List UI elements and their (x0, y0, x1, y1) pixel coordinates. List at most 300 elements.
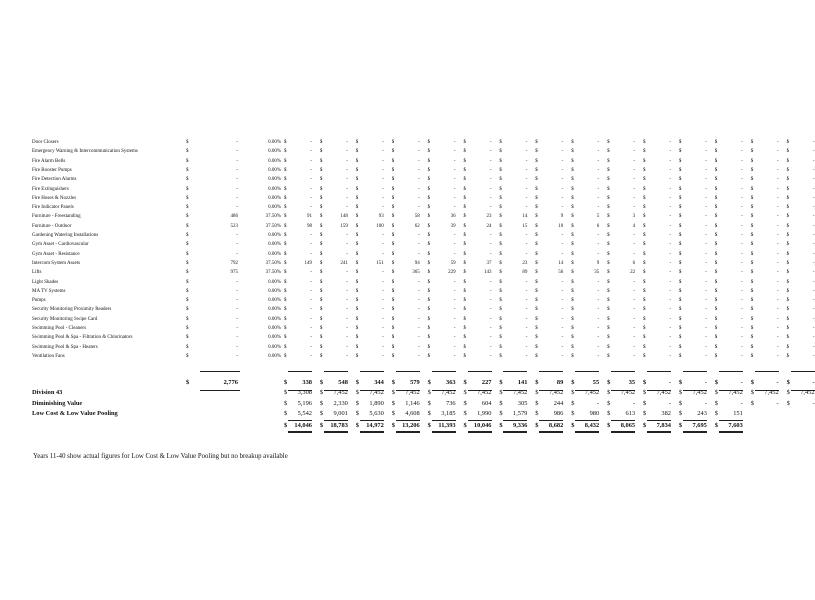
currency-sign: $ (391, 279, 395, 285)
currency-sign: $ (186, 288, 189, 294)
year-value: - (777, 279, 779, 285)
currency-sign: $ (391, 158, 395, 164)
depreciation-rate: 0.00% (268, 298, 281, 304)
year-value: - (418, 288, 420, 294)
currency-sign: $ (391, 326, 395, 331)
currency-sign: $ (499, 251, 502, 257)
currency-sign: $ (499, 270, 502, 276)
year-value: - (525, 353, 528, 359)
currency-sign: $ (355, 316, 359, 322)
asset-name: Fire Alarm Bells (32, 158, 66, 164)
currency-sign: $ (714, 279, 718, 285)
year-value: - (489, 140, 492, 145)
year-value: - (310, 307, 312, 313)
year-value: - (633, 279, 636, 285)
summary-row (0, 409, 800, 419)
rule-line (719, 371, 743, 372)
year-value: - (310, 288, 312, 294)
currency-sign: $ (571, 260, 574, 266)
year-value: - (310, 251, 312, 257)
year-value: - (669, 177, 671, 183)
currency-sign: $ (186, 177, 189, 183)
currency-sign: $ (427, 344, 431, 350)
year-value: - (812, 279, 815, 285)
currency-sign: $ (678, 344, 682, 350)
year-value: - (597, 298, 600, 304)
currency-sign: $ (319, 421, 324, 429)
year-value: - (777, 326, 779, 331)
year-value: - (633, 242, 636, 248)
currency-sign: $ (607, 251, 610, 257)
currency-sign: $ (319, 389, 324, 396)
currency-sign: $ (571, 326, 574, 331)
currency-sign: $ (535, 421, 539, 429)
currency-sign: $ (607, 158, 610, 164)
depreciation-rate: 37.50% (265, 270, 281, 276)
currency-sign: $ (643, 379, 647, 387)
year-value: - (776, 379, 779, 387)
year-value: 7,452 (513, 389, 528, 396)
year-value: - (453, 307, 456, 313)
year-value: - (777, 242, 779, 248)
year-value: - (346, 288, 348, 294)
currency-sign: $ (355, 389, 359, 396)
asset-cost: - (236, 167, 238, 173)
currency-sign: $ (319, 167, 323, 173)
year-value: - (741, 233, 743, 238)
currency-sign: $ (355, 140, 359, 145)
year-value: 151 (733, 410, 743, 417)
year-value: 363 (446, 379, 456, 387)
currency-sign: $ (391, 195, 395, 201)
year-value: - (346, 167, 348, 173)
currency-sign: $ (535, 242, 538, 248)
year-value: - (668, 379, 671, 387)
year-value: 59 (450, 260, 456, 266)
year-value: - (489, 335, 492, 341)
currency-sign: $ (463, 260, 466, 266)
currency-sign: $ (284, 149, 287, 155)
currency-sign: $ (319, 326, 323, 331)
year-value: - (741, 205, 743, 211)
currency-sign: $ (391, 335, 395, 341)
year-value: - (812, 326, 815, 331)
currency-sign: $ (571, 399, 575, 407)
year-value: - (812, 399, 815, 407)
currency-sign: $ (571, 233, 574, 238)
year-value: - (382, 167, 384, 173)
currency-sign: $ (571, 149, 574, 155)
year-value: - (453, 195, 456, 201)
year-value: - (310, 205, 312, 211)
currency-sign: $ (678, 379, 683, 387)
currency-sign: $ (186, 316, 189, 322)
currency-sign: $ (355, 167, 359, 173)
currency-sign: $ (535, 186, 538, 192)
year-value: - (310, 298, 312, 304)
year-value: - (669, 326, 671, 331)
currency-sign: $ (355, 223, 359, 229)
currency-sign: $ (463, 316, 466, 322)
currency-sign: $ (607, 233, 610, 238)
currency-sign: $ (391, 421, 395, 429)
currency-sign: $ (643, 316, 646, 322)
year-value: - (777, 195, 779, 201)
year-value: 141 (517, 379, 528, 387)
year-value: 7,452 (692, 389, 707, 396)
asset-name: Ventilation Fans (32, 353, 65, 359)
year-value: - (812, 307, 815, 313)
currency-sign: $ (319, 251, 323, 257)
currency-sign: $ (355, 177, 359, 183)
asset-name: Gym Asset - Resistance (32, 251, 80, 257)
year-value: - (741, 335, 743, 341)
currency-sign: $ (714, 140, 718, 145)
year-value: 365 (412, 270, 420, 276)
currency-sign: $ (643, 399, 647, 407)
currency-sign: $ (643, 242, 646, 248)
currency-sign: $ (391, 399, 395, 407)
year-value: - (633, 186, 636, 192)
currency-sign: $ (499, 167, 502, 173)
currency-sign: $ (284, 410, 288, 417)
year-value: 7,452 (477, 389, 492, 396)
currency-sign: $ (607, 177, 610, 183)
year-value: - (705, 251, 707, 257)
currency-sign: $ (643, 298, 646, 304)
currency-sign: $ (714, 399, 718, 407)
currency-sign: $ (284, 279, 287, 285)
year-value: - (453, 242, 456, 248)
year-value: - (741, 167, 743, 173)
year-value: - (561, 158, 564, 164)
currency-sign: $ (427, 233, 431, 238)
currency-sign: $ (284, 326, 287, 331)
currency-sign: $ (571, 344, 574, 350)
year-value: - (632, 399, 636, 407)
year-value: - (525, 177, 528, 183)
currency-sign: $ (714, 177, 718, 183)
year-value: - (705, 186, 707, 192)
currency-sign: $ (427, 158, 431, 164)
year-value: - (346, 177, 348, 183)
year-value: - (669, 242, 671, 248)
currency-sign: $ (463, 335, 466, 341)
year-value: - (741, 260, 743, 266)
depreciation-rate: 0.00% (268, 158, 281, 164)
year-value: - (741, 279, 743, 285)
currency-sign: $ (750, 353, 754, 359)
currency-sign: $ (786, 167, 790, 173)
year-value: - (741, 140, 743, 145)
year-value: - (382, 298, 384, 304)
year-value: - (418, 344, 420, 350)
year-value: - (741, 344, 743, 350)
year-value: - (525, 158, 528, 164)
rule-line (360, 371, 384, 372)
currency-sign: $ (284, 233, 287, 238)
currency-sign: $ (678, 214, 682, 220)
currency-sign: $ (750, 344, 754, 350)
currency-sign: $ (284, 421, 288, 429)
currency-sign: $ (535, 251, 538, 257)
currency-sign: $ (355, 149, 359, 155)
currency-sign: $ (499, 353, 502, 359)
currency-sign: $ (678, 158, 682, 164)
currency-sign: $ (463, 389, 467, 396)
asset-name: Fire Indicator Panels (32, 205, 74, 211)
currency-sign: $ (750, 167, 754, 173)
year-value: - (705, 149, 707, 155)
year-value: - (669, 279, 671, 285)
year-value: - (561, 140, 564, 145)
year-value: - (418, 140, 420, 145)
currency-sign: $ (427, 399, 431, 407)
currency-sign: $ (391, 288, 395, 294)
currency-sign: $ (714, 214, 718, 220)
currency-sign: $ (186, 167, 189, 173)
rule-line (468, 432, 492, 433)
currency-sign: $ (186, 214, 189, 220)
currency-sign: $ (284, 251, 287, 257)
currency-sign: $ (463, 149, 466, 155)
year-value: - (777, 288, 779, 294)
year-value: - (310, 326, 312, 331)
asset-name: Security Monitoring Proximity Readers (32, 307, 112, 313)
currency-sign: $ (607, 223, 610, 229)
year-value: - (669, 140, 671, 145)
year-value: - (346, 140, 348, 145)
year-value: - (705, 260, 707, 266)
asset-name: Swimming Pool & Spa - Heaters (32, 344, 98, 350)
year-value: - (453, 298, 456, 304)
year-value: - (633, 335, 636, 341)
year-value: - (525, 149, 528, 155)
year-value: - (418, 353, 420, 359)
year-value: - (561, 177, 564, 183)
currency-sign: $ (750, 140, 754, 145)
currency-sign: $ (463, 270, 466, 276)
currency-sign: $ (391, 242, 395, 248)
currency-sign: $ (355, 251, 359, 257)
currency-sign: $ (643, 389, 647, 396)
currency-sign: $ (463, 298, 466, 304)
currency-sign: $ (319, 205, 323, 211)
currency-sign: $ (427, 223, 431, 229)
currency-sign: $ (391, 270, 395, 276)
year-value: - (669, 298, 671, 304)
currency-sign: $ (284, 288, 287, 294)
rule-line (200, 371, 240, 372)
year-value: - (310, 353, 312, 359)
year-value: - (489, 316, 492, 322)
year-value: - (418, 326, 420, 331)
currency-sign: $ (499, 195, 502, 201)
currency-sign: $ (678, 410, 683, 417)
asset-cost: - (236, 316, 238, 322)
currency-sign: $ (571, 205, 574, 211)
year-value: 98 (307, 223, 312, 229)
currency-sign: $ (355, 242, 359, 248)
currency-sign: $ (714, 353, 718, 359)
year-value: - (705, 167, 707, 173)
year-value: - (561, 149, 564, 155)
year-value: - (489, 177, 492, 183)
year-value: - (453, 177, 456, 183)
currency-sign: $ (391, 344, 395, 350)
currency-sign: $ (499, 307, 502, 313)
year-value: - (561, 167, 564, 173)
year-value: - (346, 158, 348, 164)
currency-sign: $ (607, 307, 610, 313)
rule-line (575, 371, 599, 372)
asset-name: Fire Booster Pumps (32, 167, 72, 173)
currency-sign: $ (535, 335, 538, 341)
currency-sign: $ (186, 233, 189, 238)
currency-sign: $ (463, 399, 467, 407)
asset-total-row (0, 378, 815, 388)
year-value: - (453, 140, 456, 145)
currency-sign: $ (463, 205, 466, 211)
year-value: 151 (376, 260, 384, 266)
year-value: - (705, 242, 707, 248)
year-value: - (705, 195, 707, 201)
currency-sign: $ (607, 316, 610, 322)
currency-sign: $ (319, 233, 323, 238)
year-value: - (561, 307, 564, 313)
year-value: - (561, 353, 564, 359)
rule-line (432, 432, 456, 433)
year-value: - (418, 158, 420, 164)
year-value: - (561, 316, 564, 322)
asset-name: Pumps (32, 298, 46, 304)
asset-cost: - (236, 140, 238, 145)
year-value: - (812, 195, 815, 201)
year-value: - (741, 326, 743, 331)
year-value: - (812, 298, 815, 304)
year-value: - (705, 140, 707, 145)
currency-sign: $ (391, 298, 395, 304)
currency-sign: $ (535, 379, 539, 387)
year-value: - (597, 344, 600, 350)
year-value: - (489, 344, 492, 350)
asset-name: Furniture - Freestanding (32, 214, 81, 220)
year-value: 3 (632, 214, 636, 220)
year-value: 159 (340, 223, 348, 229)
currency-sign: $ (607, 260, 610, 266)
currency-sign: $ (571, 279, 574, 285)
currency-sign: $ (427, 421, 431, 429)
currency-sign: $ (750, 389, 754, 396)
currency-sign: $ (535, 288, 538, 294)
year-value: 89 (556, 379, 564, 387)
currency-sign: $ (607, 344, 610, 350)
currency-sign: $ (678, 316, 682, 322)
year-value: - (382, 205, 384, 211)
year-value: - (705, 344, 707, 350)
year-value: - (633, 251, 636, 257)
currency-sign: $ (284, 344, 287, 350)
year-value: - (705, 288, 707, 294)
currency-sign: $ (714, 389, 718, 396)
currency-sign: $ (319, 307, 323, 313)
currency-sign: $ (786, 298, 790, 304)
currency-sign: $ (678, 298, 682, 304)
depreciation-rate: 0.00% (268, 242, 281, 248)
year-value: - (740, 379, 743, 387)
year-value: - (705, 279, 707, 285)
year-value: 9 (596, 260, 600, 266)
currency-sign: $ (427, 279, 431, 285)
year-value: - (597, 307, 600, 313)
year-value: - (525, 335, 528, 341)
currency-sign: $ (678, 251, 682, 257)
year-value: 8,682 (548, 421, 564, 429)
currency-sign: $ (427, 270, 431, 276)
asset-cost: 792 (230, 260, 238, 266)
year-value: 1,890 (369, 399, 384, 407)
year-value: - (633, 353, 636, 359)
currency-sign: $ (427, 410, 431, 417)
currency-sign: $ (714, 149, 718, 155)
currency-sign: $ (678, 195, 682, 201)
asset-cost: - (236, 288, 238, 294)
currency-sign: $ (391, 316, 395, 322)
year-value: - (741, 214, 743, 220)
year-value: - (346, 326, 348, 331)
year-value: - (382, 186, 384, 192)
year-value: - (705, 270, 707, 276)
currency-sign: $ (463, 223, 466, 229)
year-value: - (453, 288, 456, 294)
year-value: - (669, 167, 671, 173)
currency-sign: $ (678, 233, 682, 238)
currency-sign: $ (786, 316, 790, 322)
currency-sign: $ (678, 177, 682, 183)
currency-sign: $ (571, 186, 574, 192)
year-value: 7,452 (764, 389, 779, 396)
currency-sign: $ (643, 410, 647, 417)
year-value: - (310, 344, 312, 350)
rule-line (396, 371, 420, 372)
currency-sign: $ (750, 223, 754, 229)
year-value: - (597, 251, 600, 257)
year-value: - (525, 326, 528, 331)
currency-sign: $ (499, 140, 502, 145)
year-value: - (777, 298, 779, 304)
currency-sign: $ (750, 158, 754, 164)
rule-line (396, 432, 420, 433)
year-value: - (741, 242, 743, 248)
total-cost: 2,776 (223, 379, 238, 387)
year-value: - (561, 344, 564, 350)
year-value: - (561, 233, 564, 238)
year-value: 305 (517, 399, 528, 407)
year-value: - (310, 177, 312, 183)
currency-sign: $ (750, 233, 754, 238)
year-value: - (669, 260, 671, 266)
currency-sign: $ (786, 326, 790, 331)
year-value: - (418, 316, 420, 322)
year-value: - (489, 167, 492, 173)
year-value: - (597, 149, 600, 155)
year-value: - (812, 242, 815, 248)
year-value: 10 (558, 223, 564, 229)
year-value: 55 (592, 379, 600, 387)
year-value: 56 (558, 270, 564, 276)
currency-sign: $ (319, 298, 323, 304)
currency-sign: $ (427, 214, 431, 220)
